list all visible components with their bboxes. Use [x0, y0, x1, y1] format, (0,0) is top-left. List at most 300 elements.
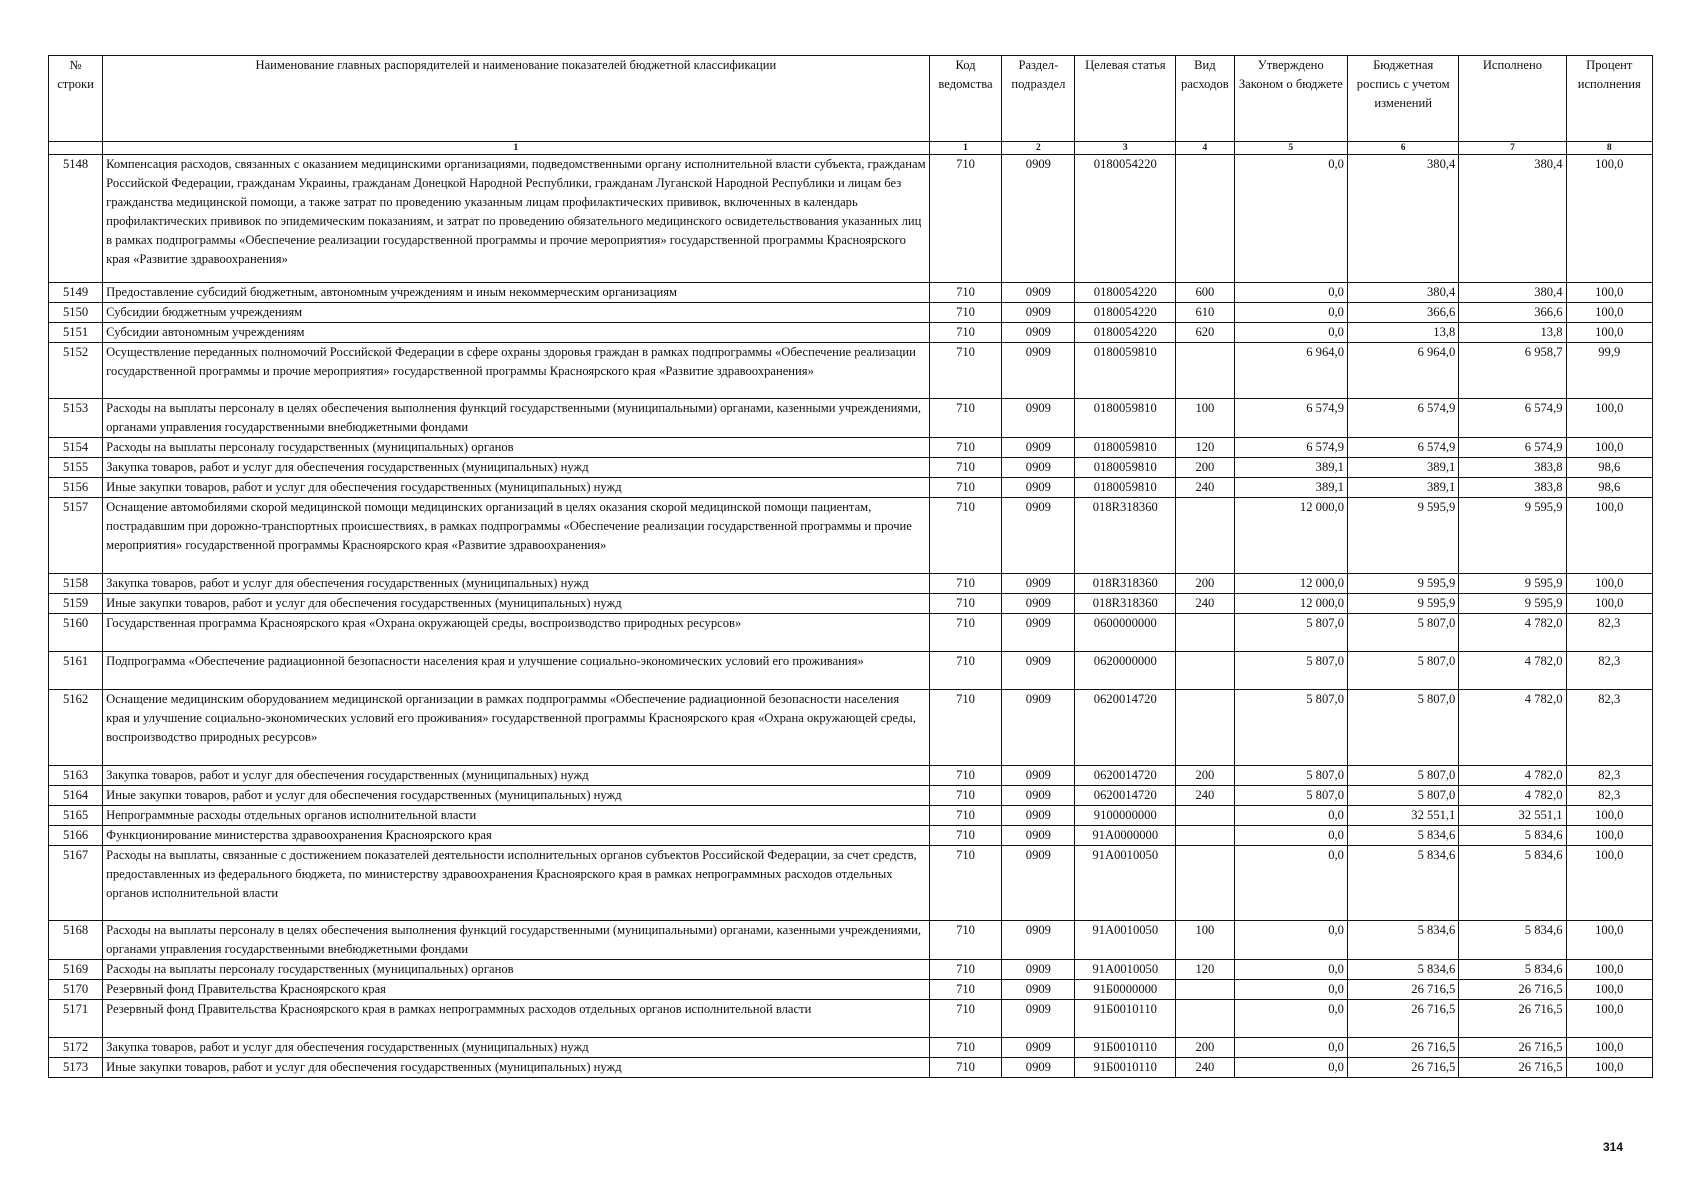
execution-percent: 98,6 [1566, 458, 1652, 478]
dept-code: 710 [929, 343, 1002, 399]
executed-amount: 380,4 [1459, 155, 1566, 283]
budget-amount: 6 574,9 [1347, 438, 1458, 458]
execution-percent: 100,0 [1566, 283, 1652, 303]
dept-code: 710 [929, 1058, 1002, 1078]
target-code: 0620014720 [1075, 690, 1176, 766]
budget-amount: 5 834,6 [1347, 921, 1458, 960]
row-number: 5165 [49, 806, 103, 826]
table-row [49, 766, 1653, 786]
expense-type [1176, 614, 1234, 652]
execution-percent: 100,0 [1566, 155, 1652, 283]
page-number: 314 [1602, 1140, 1623, 1154]
section-code: 0909 [1002, 1038, 1075, 1058]
target-code: 0180054220 [1075, 283, 1176, 303]
table-row [49, 690, 1653, 766]
execution-percent: 82,3 [1566, 614, 1652, 652]
execution-percent: 100,0 [1566, 399, 1652, 438]
executed-amount: 26 716,5 [1459, 1058, 1566, 1078]
dept-code: 710 [929, 438, 1002, 458]
approved-amount: 389,1 [1234, 458, 1347, 478]
item-name: Оснащение автомобилями скорой медицинской помощи медицинских организаций в целях оказания скорой медицинской помощи пациентам, пострадавшим при дорожно-транспортных происшествиях, в рамках подпрограммы «Обеспечение реализации государственной программы и прочие мероприятия» государственной программы Красноярского края «Развитие здравоохранения» [103, 498, 929, 574]
target-code: 0600000000 [1075, 614, 1176, 652]
approved-amount: 0,0 [1234, 980, 1347, 1000]
approved-amount: 6 964,0 [1234, 343, 1347, 399]
approved-amount: 0,0 [1234, 1058, 1347, 1078]
row-number: 5155 [49, 458, 103, 478]
row-number: 5170 [49, 980, 103, 1000]
expense-type [1176, 690, 1234, 766]
section-code: 0909 [1002, 652, 1075, 690]
item-name: Иные закупки товаров, работ и услуг для обеспечения государственных (муниципальных) нужд [103, 478, 929, 498]
approved-amount: 0,0 [1234, 303, 1347, 323]
table-row [49, 458, 1653, 478]
row-number: 5156 [49, 478, 103, 498]
expense-type [1176, 155, 1234, 283]
row-number: 5153 [49, 399, 103, 438]
table-row [49, 1058, 1653, 1078]
expense-type [1176, 846, 1234, 921]
approved-amount: 5 807,0 [1234, 766, 1347, 786]
dept-code: 710 [929, 399, 1002, 438]
target-code: 0180059810 [1075, 478, 1176, 498]
executed-amount: 4 782,0 [1459, 690, 1566, 766]
execution-percent: 98,6 [1566, 478, 1652, 498]
section-code: 0909 [1002, 980, 1075, 1000]
column-number: 5 [1234, 142, 1347, 155]
execution-percent: 82,3 [1566, 786, 1652, 806]
target-code: 91А0010050 [1075, 846, 1176, 921]
item-name: Предоставление субсидий бюджетным, автономным учреждениям и иным некоммерческим организациям [103, 283, 929, 303]
executed-amount: 383,8 [1459, 478, 1566, 498]
row-number: 5154 [49, 438, 103, 458]
item-name: Расходы на выплаты персоналу в целях обеспечения выполнения функций государственными (муниципальными) органами, казенными учреждениями, органами управления государственными внебюджетными фондами [103, 399, 929, 438]
table-row [49, 826, 1653, 846]
budget-amount: 5 807,0 [1347, 766, 1458, 786]
expense-type: 240 [1176, 478, 1234, 498]
budget-amount: 9 595,9 [1347, 574, 1458, 594]
executed-amount: 5 834,6 [1459, 960, 1566, 980]
approved-amount: 0,0 [1234, 1038, 1347, 1058]
item-name: Компенсация расходов, связанных с оказанием медицинскими организациями, подведомственными органу исполнительной власти субъекта, гражданам Российской Федерации, гражданам Украины, гражданам Донецкой Народной Республики, гражданам Луганской Народной Республики и лицам без гражданства медицинской помощи, а также затрат по проведению указанным лицам профилактических прививок, включенных в календарь профилактических прививок по эпидемическим показаниям, и затрат по проведению обязательного медицинского освидетельствования указанных лиц в рамках подпрограммы «Обеспечение реализации государственной программы и прочие мероприятия» государственной программы Красноярского края «Развитие здравоохранения» [103, 155, 929, 283]
dept-code: 710 [929, 826, 1002, 846]
target-code: 0180059810 [1075, 438, 1176, 458]
approved-amount: 5 807,0 [1234, 786, 1347, 806]
execution-percent: 82,3 [1566, 652, 1652, 690]
approved-amount: 6 574,9 [1234, 399, 1347, 438]
item-name: Расходы на выплаты персоналу государственных (муниципальных) органов [103, 438, 929, 458]
budget-amount: 366,6 [1347, 303, 1458, 323]
table-row [49, 960, 1653, 980]
approved-amount: 0,0 [1234, 1000, 1347, 1038]
target-code: 91Б0010110 [1075, 1038, 1176, 1058]
budget-amount: 9 595,9 [1347, 498, 1458, 574]
table-row [49, 155, 1653, 283]
dept-code: 710 [929, 498, 1002, 574]
column-number: 1 [929, 142, 1002, 155]
table-row [49, 980, 1653, 1000]
column-number: 1 [103, 142, 929, 155]
target-code: 0180059810 [1075, 458, 1176, 478]
executed-amount: 4 782,0 [1459, 786, 1566, 806]
budget-amount: 380,4 [1347, 283, 1458, 303]
executed-amount: 6 574,9 [1459, 399, 1566, 438]
table-row [49, 846, 1653, 921]
expense-type [1176, 652, 1234, 690]
section-code: 0909 [1002, 594, 1075, 614]
target-code: 91А0010050 [1075, 960, 1176, 980]
dept-code: 710 [929, 652, 1002, 690]
target-code: 0180059810 [1075, 399, 1176, 438]
approved-amount: 5 807,0 [1234, 690, 1347, 766]
expense-type: 200 [1176, 1038, 1234, 1058]
approved-amount: 0,0 [1234, 826, 1347, 846]
approved-amount: 0,0 [1234, 806, 1347, 826]
execution-percent: 100,0 [1566, 594, 1652, 614]
table-row [49, 323, 1653, 343]
budget-amount: 6 574,9 [1347, 399, 1458, 438]
table-row [49, 614, 1653, 652]
approved-amount: 0,0 [1234, 846, 1347, 921]
item-name: Функционирование министерства здравоохранения Красноярского края [103, 826, 929, 846]
approved-amount: 0,0 [1234, 921, 1347, 960]
row-number: 5169 [49, 960, 103, 980]
row-number: 5171 [49, 1000, 103, 1038]
approved-amount: 12 000,0 [1234, 574, 1347, 594]
table-row [49, 303, 1653, 323]
table-row [49, 478, 1653, 498]
approved-amount: 0,0 [1234, 960, 1347, 980]
execution-percent: 100,0 [1566, 438, 1652, 458]
table-row [49, 786, 1653, 806]
section-code: 0909 [1002, 826, 1075, 846]
section-code: 0909 [1002, 1000, 1075, 1038]
section-code: 0909 [1002, 283, 1075, 303]
section-code: 0909 [1002, 846, 1075, 921]
table-row [49, 283, 1653, 303]
item-name: Субсидии автономным учреждениям [103, 323, 929, 343]
budget-amount: 5 834,6 [1347, 960, 1458, 980]
table-row [49, 594, 1653, 614]
execution-percent: 100,0 [1566, 303, 1652, 323]
target-code: 0620014720 [1075, 766, 1176, 786]
item-name: Иные закупки товаров, работ и услуг для обеспечения государственных (муниципальных) нужд [103, 594, 929, 614]
execution-percent: 100,0 [1566, 1000, 1652, 1038]
table-row [49, 343, 1653, 399]
target-code: 91Б0010110 [1075, 1058, 1176, 1078]
column-number: 7 [1459, 142, 1566, 155]
executed-amount: 26 716,5 [1459, 980, 1566, 1000]
executed-amount: 26 716,5 [1459, 1000, 1566, 1038]
expense-type: 200 [1176, 574, 1234, 594]
expense-type [1176, 1000, 1234, 1038]
executed-amount: 32 551,1 [1459, 806, 1566, 826]
approved-amount: 5 807,0 [1234, 614, 1347, 652]
row-number: 5166 [49, 826, 103, 846]
header-dept-code: Код ведомства [929, 56, 1002, 142]
section-code: 0909 [1002, 960, 1075, 980]
dept-code: 710 [929, 980, 1002, 1000]
expense-type: 120 [1176, 438, 1234, 458]
row-number: 5152 [49, 343, 103, 399]
item-name: Расходы на выплаты персоналу в целях обеспечения выполнения функций государственными (муниципальными) органами, казенными учреждениями, органами управления государственными внебюджетными фондами [103, 921, 929, 960]
target-code: 0180054220 [1075, 155, 1176, 283]
executed-amount: 13,8 [1459, 323, 1566, 343]
executed-amount: 4 782,0 [1459, 614, 1566, 652]
section-code: 0909 [1002, 343, 1075, 399]
budget-amount: 9 595,9 [1347, 594, 1458, 614]
table-row [49, 438, 1653, 458]
table-row [49, 1000, 1653, 1038]
row-number: 5172 [49, 1038, 103, 1058]
executed-amount: 5 834,6 [1459, 846, 1566, 921]
budget-amount: 389,1 [1347, 478, 1458, 498]
expense-type [1176, 498, 1234, 574]
target-code: 91А0010050 [1075, 921, 1176, 960]
expense-type: 100 [1176, 921, 1234, 960]
execution-percent: 82,3 [1566, 690, 1652, 766]
execution-percent: 100,0 [1566, 574, 1652, 594]
dept-code: 710 [929, 960, 1002, 980]
column-number: 8 [1566, 142, 1652, 155]
expense-type: 600 [1176, 283, 1234, 303]
item-name: Непрограммные расходы отдельных органов исполнительной власти [103, 806, 929, 826]
execution-percent: 100,0 [1566, 960, 1652, 980]
section-code: 0909 [1002, 690, 1075, 766]
budget-amount: 13,8 [1347, 323, 1458, 343]
executed-amount: 366,6 [1459, 303, 1566, 323]
table-body [49, 155, 1653, 1078]
column-number [49, 142, 103, 155]
target-code: 018R318360 [1075, 498, 1176, 574]
row-number: 5162 [49, 690, 103, 766]
execution-percent: 100,0 [1566, 1038, 1652, 1058]
budget-amount: 5 834,6 [1347, 826, 1458, 846]
target-code: 91А0000000 [1075, 826, 1176, 846]
item-name: Подпрограмма «Обеспечение радиационной безопасности населения края и улучшение социально-экономических условий его проживания» [103, 652, 929, 690]
header-percent: Процент исполнения [1566, 56, 1652, 142]
column-number: 4 [1176, 142, 1234, 155]
dept-code: 710 [929, 323, 1002, 343]
item-name: Резервный фонд Правительства Красноярского края [103, 980, 929, 1000]
item-name: Государственная программа Красноярского края «Охрана окружающей среды, воспроизводство природных ресурсов» [103, 614, 929, 652]
section-code: 0909 [1002, 399, 1075, 438]
row-number: 5148 [49, 155, 103, 283]
column-number: 3 [1075, 142, 1176, 155]
expense-type: 200 [1176, 458, 1234, 478]
row-number: 5159 [49, 594, 103, 614]
dept-code: 710 [929, 155, 1002, 283]
expense-type [1176, 980, 1234, 1000]
budget-amount: 389,1 [1347, 458, 1458, 478]
approved-amount: 12 000,0 [1234, 594, 1347, 614]
execution-percent: 100,0 [1566, 826, 1652, 846]
row-number: 5151 [49, 323, 103, 343]
row-number: 5157 [49, 498, 103, 574]
header-name: Наименование главных распорядителей и наименование показателей бюджетной классификации [103, 56, 929, 142]
dept-code: 710 [929, 766, 1002, 786]
execution-percent: 99,9 [1566, 343, 1652, 399]
executed-amount: 4 782,0 [1459, 652, 1566, 690]
header-approved: Утверждено Законом о бюджете [1234, 56, 1347, 142]
table-row [49, 498, 1653, 574]
budget-amount: 26 716,5 [1347, 1000, 1458, 1038]
section-code: 0909 [1002, 478, 1075, 498]
section-code: 0909 [1002, 458, 1075, 478]
header-row-no: № строки [49, 56, 103, 142]
approved-amount: 12 000,0 [1234, 498, 1347, 574]
header-row [49, 56, 1653, 142]
expense-type: 240 [1176, 1058, 1234, 1078]
expense-type: 240 [1176, 594, 1234, 614]
dept-code: 710 [929, 283, 1002, 303]
expense-type: 200 [1176, 766, 1234, 786]
section-code: 0909 [1002, 806, 1075, 826]
execution-percent: 100,0 [1566, 846, 1652, 921]
executed-amount: 380,4 [1459, 283, 1566, 303]
item-name: Закупка товаров, работ и услуг для обеспечения государственных (муниципальных) нужд [103, 1038, 929, 1058]
section-code: 0909 [1002, 155, 1075, 283]
item-name: Оснащение медицинским оборудованием медицинской организации в рамках подпрограммы «Обеспечение радиационной безопасности населения края и улучшение социально-экономических условий его проживания» государственной программы Красноярского края «Охрана окружающей среды, воспроизводство природных ресурсов» [103, 690, 929, 766]
section-code: 0909 [1002, 303, 1075, 323]
section-code: 0909 [1002, 921, 1075, 960]
header-section: Раздел-подраздел [1002, 56, 1075, 142]
row-number: 5161 [49, 652, 103, 690]
approved-amount: 0,0 [1234, 283, 1347, 303]
row-number: 5150 [49, 303, 103, 323]
item-name: Субсидии бюджетным учреждениям [103, 303, 929, 323]
section-code: 0909 [1002, 438, 1075, 458]
budget-report-page [48, 55, 1653, 1078]
dept-code: 710 [929, 846, 1002, 921]
row-number: 5168 [49, 921, 103, 960]
dept-code: 710 [929, 478, 1002, 498]
dept-code: 710 [929, 1038, 1002, 1058]
target-code: 018R318360 [1075, 594, 1176, 614]
expense-type [1176, 826, 1234, 846]
target-code: 0180059810 [1075, 343, 1176, 399]
budget-amount: 32 551,1 [1347, 806, 1458, 826]
item-name: Иные закупки товаров, работ и услуг для обеспечения государственных (муниципальных) нужд [103, 1058, 929, 1078]
column-number-row [49, 142, 1653, 155]
item-name: Резервный фонд Правительства Красноярского края в рамках непрограммных расходов отдельных органов исполнительной власти [103, 1000, 929, 1038]
approved-amount: 389,1 [1234, 478, 1347, 498]
executed-amount: 26 716,5 [1459, 1038, 1566, 1058]
budget-amount: 5 807,0 [1347, 786, 1458, 806]
header-target: Целевая статья [1075, 56, 1176, 142]
execution-percent: 82,3 [1566, 766, 1652, 786]
executed-amount: 4 782,0 [1459, 766, 1566, 786]
budget-amount: 380,4 [1347, 155, 1458, 283]
budget-amount: 5 807,0 [1347, 690, 1458, 766]
budget-amount: 5 807,0 [1347, 652, 1458, 690]
approved-amount: 5 807,0 [1234, 652, 1347, 690]
item-name: Расходы на выплаты, связанные с достижением показателей деятельности исполнительных органов субъектов Российской Федерации, за счет средств, предоставленных из федерального бюджета, по министерству здравоохранения Красноярского края в рамках непрограммных расходов отдельных органов исполнительной власти [103, 846, 929, 921]
row-number: 5167 [49, 846, 103, 921]
expense-type: 610 [1176, 303, 1234, 323]
section-code: 0909 [1002, 498, 1075, 574]
executed-amount: 383,8 [1459, 458, 1566, 478]
section-code: 0909 [1002, 323, 1075, 343]
item-name: Расходы на выплаты персоналу государственных (муниципальных) органов [103, 960, 929, 980]
executed-amount: 5 834,6 [1459, 921, 1566, 960]
dept-code: 710 [929, 574, 1002, 594]
row-number: 5149 [49, 283, 103, 303]
column-number: 6 [1347, 142, 1458, 155]
target-code: 91Б0010110 [1075, 1000, 1176, 1038]
execution-percent: 100,0 [1566, 921, 1652, 960]
table-row [49, 1038, 1653, 1058]
expense-type [1176, 806, 1234, 826]
budget-amount: 26 716,5 [1347, 980, 1458, 1000]
budget-amount: 26 716,5 [1347, 1058, 1458, 1078]
approved-amount: 0,0 [1234, 323, 1347, 343]
table-row [49, 921, 1653, 960]
row-number: 5173 [49, 1058, 103, 1078]
dept-code: 710 [929, 303, 1002, 323]
target-code: 018R318360 [1075, 574, 1176, 594]
section-code: 0909 [1002, 574, 1075, 594]
budget-amount: 5 834,6 [1347, 846, 1458, 921]
expense-type: 120 [1176, 960, 1234, 980]
execution-percent: 100,0 [1566, 980, 1652, 1000]
dept-code: 710 [929, 594, 1002, 614]
item-name: Осуществление переданных полномочий Российской Федерации в сфере охраны здоровья граждан в рамках подпрограммы «Обеспечение реализации государственной программы и прочие мероприятия» государственной программы Красноярского края «Развитие здравоохранения» [103, 343, 929, 399]
item-name: Иные закупки товаров, работ и услуг для обеспечения государственных (муниципальных) нужд [103, 786, 929, 806]
target-code: 9100000000 [1075, 806, 1176, 826]
executed-amount: 9 595,9 [1459, 594, 1566, 614]
dept-code: 710 [929, 1000, 1002, 1038]
column-number: 2 [1002, 142, 1075, 155]
header-executed: Исполнено [1459, 56, 1566, 142]
header-budget-list: Бюджетная роспись с учетом изменений [1347, 56, 1458, 142]
dept-code: 710 [929, 921, 1002, 960]
dept-code: 710 [929, 786, 1002, 806]
target-code: 91Б0000000 [1075, 980, 1176, 1000]
target-code: 0620014720 [1075, 786, 1176, 806]
executed-amount: 6 574,9 [1459, 438, 1566, 458]
target-code: 0180054220 [1075, 303, 1176, 323]
section-code: 0909 [1002, 786, 1075, 806]
table-row [49, 399, 1653, 438]
target-code: 0620000000 [1075, 652, 1176, 690]
row-number: 5163 [49, 766, 103, 786]
execution-percent: 100,0 [1566, 1058, 1652, 1078]
approved-amount: 6 574,9 [1234, 438, 1347, 458]
item-name: Закупка товаров, работ и услуг для обеспечения государственных (муниципальных) нужд [103, 458, 929, 478]
row-number: 5160 [49, 614, 103, 652]
expense-type [1176, 343, 1234, 399]
item-name: Закупка товаров, работ и услуг для обеспечения государственных (муниципальных) нужд [103, 574, 929, 594]
section-code: 0909 [1002, 1058, 1075, 1078]
item-name: Закупка товаров, работ и услуг для обеспечения государственных (муниципальных) нужд [103, 766, 929, 786]
executed-amount: 5 834,6 [1459, 826, 1566, 846]
dept-code: 710 [929, 806, 1002, 826]
execution-percent: 100,0 [1566, 806, 1652, 826]
table-row [49, 652, 1653, 690]
executed-amount: 9 595,9 [1459, 498, 1566, 574]
target-code: 0180054220 [1075, 323, 1176, 343]
executed-amount: 6 958,7 [1459, 343, 1566, 399]
header-exp-type: Вид расходов [1176, 56, 1234, 142]
execution-percent: 100,0 [1566, 498, 1652, 574]
budget-execution-table [48, 55, 1653, 1078]
executed-amount: 9 595,9 [1459, 574, 1566, 594]
budget-amount: 5 807,0 [1347, 614, 1458, 652]
section-code: 0909 [1002, 614, 1075, 652]
table-row [49, 806, 1653, 826]
expense-type: 240 [1176, 786, 1234, 806]
dept-code: 710 [929, 458, 1002, 478]
